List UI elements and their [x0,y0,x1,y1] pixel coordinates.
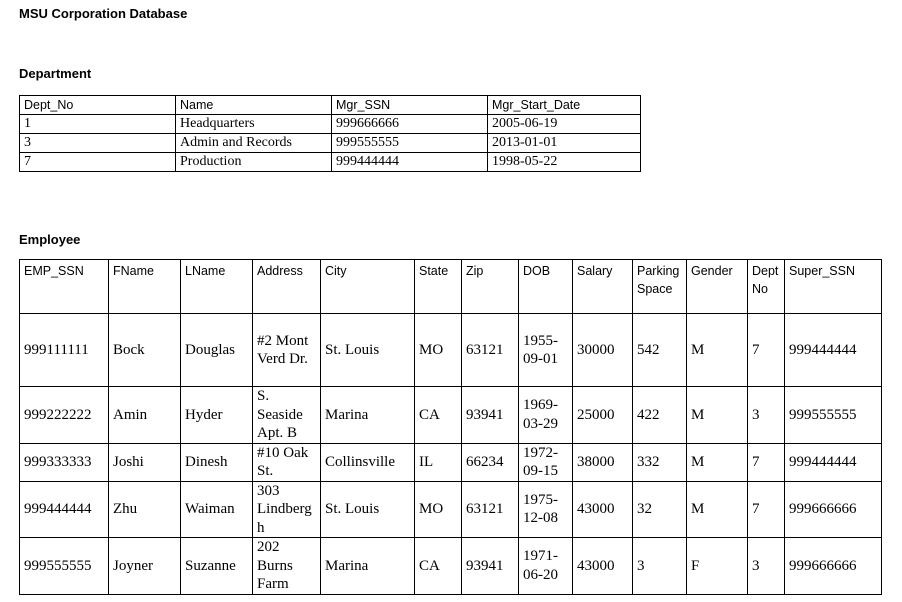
column-header: Dept_No [20,96,176,115]
table-cell: 303 Lindbergh [253,481,321,538]
table-cell: Bock [109,314,181,387]
table-cell: Collinsville [321,443,415,481]
table-cell: Suzanne [181,538,253,595]
column-header: Zip [462,260,519,314]
table-row [20,314,882,387]
table-cell: 3 [748,387,785,444]
table-cell: Zhu [109,481,181,538]
table-row [20,115,641,134]
table-cell: Production [176,153,332,172]
column-header: State [415,260,462,314]
table-cell: Marina [321,387,415,444]
table-cell: 999444444 [785,443,882,481]
table-cell: M [687,481,748,538]
column-header: FName [109,260,181,314]
column-header: Dept No [748,260,785,314]
table-cell: Hyder [181,387,253,444]
table-row [20,538,882,595]
department-table [19,95,641,172]
table-cell: 999555555 [332,134,488,153]
table-cell: 999222222 [20,387,109,444]
table-cell: Joyner [109,538,181,595]
table-cell: 1998-05-22 [488,153,641,172]
table-cell: Marina [321,538,415,595]
column-header: City [321,260,415,314]
table-cell: #2 Mont Verd Dr. [253,314,321,387]
column-header: DOB [519,260,573,314]
table-cell: M [687,443,748,481]
table-cell: 422 [633,387,687,444]
table-cell: 3 [633,538,687,595]
table-cell: Headquarters [176,115,332,134]
table-cell: 30000 [573,314,633,387]
table-cell: 2013-01-01 [488,134,641,153]
column-header: LName [181,260,253,314]
table-cell: Amin [109,387,181,444]
table-cell: 66234 [462,443,519,481]
table-cell: MO [415,481,462,538]
column-header: Mgr_SSN [332,96,488,115]
column-header: Mgr_Start_Date [488,96,641,115]
table-header-row [20,96,641,115]
table-cell: 999555555 [20,538,109,595]
employee-heading: Employee [19,232,81,247]
column-header: Parking Space [633,260,687,314]
table-row [20,153,641,172]
table-cell: Waiman [181,481,253,538]
table-row [20,387,882,444]
table-cell: 1975-12-08 [519,481,573,538]
table-cell: 2005-06-19 [488,115,641,134]
column-header: Name [176,96,332,115]
table-row [20,481,882,538]
table-cell: 3 [748,538,785,595]
table-cell: 25000 [573,387,633,444]
table-cell: 7 [748,314,785,387]
table-cell: 202 Burns Farm [253,538,321,595]
table-cell: 1969-03-29 [519,387,573,444]
table-cell: 43000 [573,538,633,595]
table-cell: 93941 [462,387,519,444]
table-cell: F [687,538,748,595]
table-row [20,134,641,153]
table-cell: CA [415,387,462,444]
table-cell: M [687,387,748,444]
table-cell: St. Louis [321,481,415,538]
table-header-row [20,260,882,314]
table-cell: 332 [633,443,687,481]
table-row [20,443,882,481]
table-cell: 999444444 [20,481,109,538]
table-cell: 1972-09-15 [519,443,573,481]
table-cell: 1955-09-01 [519,314,573,387]
column-header: Super_SSN [785,260,882,314]
column-header: Salary [573,260,633,314]
table-cell: 63121 [462,481,519,538]
table-cell: #10 Oak St. [253,443,321,481]
department-heading: Department [19,66,92,81]
table-cell: Douglas [181,314,253,387]
column-header: Gender [687,260,748,314]
table-cell: 7 [748,443,785,481]
table-cell: 999444444 [785,314,882,387]
table-cell: 999111111 [20,314,109,387]
table-cell: 3 [20,134,176,153]
table-cell: 999666666 [332,115,488,134]
table-cell: S. Seaside Apt. B [253,387,321,444]
table-cell: 999444444 [332,153,488,172]
table-cell: 63121 [462,314,519,387]
page-title: MSU Corporation Database [19,6,188,21]
table-cell: 38000 [573,443,633,481]
table-cell: 999666666 [785,538,882,595]
table-cell: 1971-06-20 [519,538,573,595]
table-cell: 7 [748,481,785,538]
table-cell: 93941 [462,538,519,595]
column-header: EMP_SSN [20,260,109,314]
table-cell: 1 [20,115,176,134]
table-cell: 542 [633,314,687,387]
table-cell: 7 [20,153,176,172]
table-cell: MO [415,314,462,387]
table-cell: 32 [633,481,687,538]
table-cell: IL [415,443,462,481]
table-cell: 999666666 [785,481,882,538]
table-cell: 999333333 [20,443,109,481]
table-cell: Joshi [109,443,181,481]
employee-table [19,259,882,595]
table-cell: Dinesh [181,443,253,481]
table-cell: St. Louis [321,314,415,387]
table-cell: 43000 [573,481,633,538]
table-cell: M [687,314,748,387]
table-cell: CA [415,538,462,595]
table-cell: Admin and Records [176,134,332,153]
table-cell: 999555555 [785,387,882,444]
column-header: Address [253,260,321,314]
